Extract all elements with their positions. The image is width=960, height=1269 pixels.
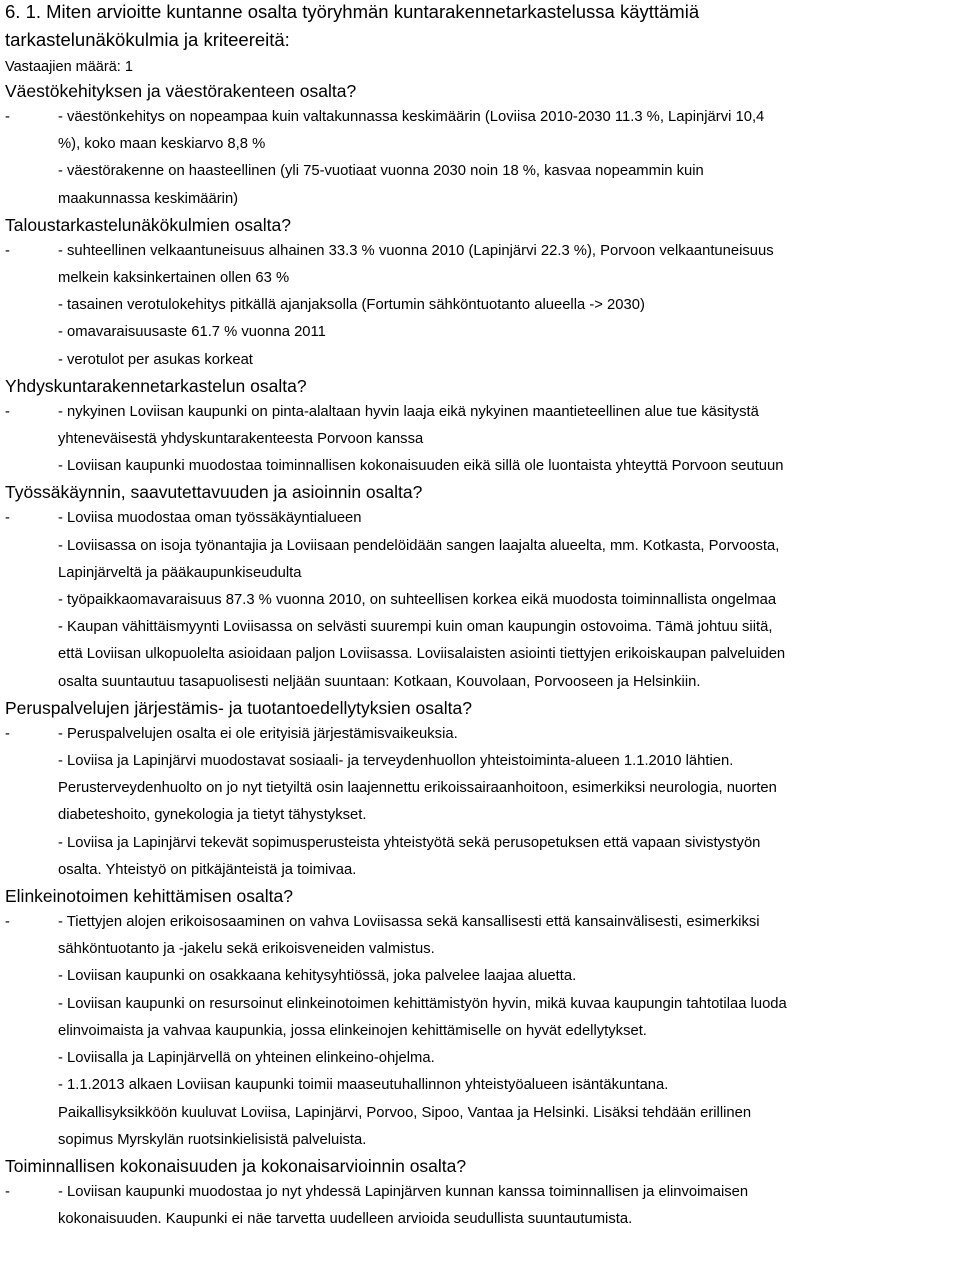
answer-dash: - [5, 109, 10, 125]
question-title [0, 0, 960, 54]
answer-line: - Peruspalvelujen osalta ei ole erityisiä järjestämisvaikeuksia. [58, 725, 458, 742]
criteria-section [0, 884, 960, 1154]
answer-line: - työpaikkaomavaraisuus 87.3 % vuonna 2010, on suhteellisen korkea eikä muodosta toiminnallista ongelmaa [58, 592, 777, 609]
answer-dash: - [5, 725, 10, 742]
answer-line: - väestörakenne on haasteellinen (yli 75-vuotiaat vuonna 2030 noin 18 %, kasvaa nopeammin kuin [58, 163, 704, 180]
answer-dash: - [5, 914, 10, 931]
answer-dash: - [5, 242, 10, 259]
answer-line: diabeteshoito, gynekologia ja tietyt tähystykset. [58, 807, 367, 824]
answer-dash: - [5, 403, 10, 420]
answer-dash: - [5, 1183, 10, 1200]
answer-line: - Kaupan vähittäismyynti Loviisassa on selvästi suurempi kuin oman kaupungin ostovoima. Tämä johtuu siitä, [58, 619, 773, 636]
answer-line: Lapinjärveltä ja pääkaupunkiseudulta [58, 564, 302, 581]
answer-line: - Loviisa muodostaa oman työssäkäyntialueen [58, 510, 362, 527]
answer-line: - väestönkehitys on nopeampaa kuin valtakunnassa keskimäärin (Loviisa 2010-2030 11.3 %, Lapinjärvi 10,4 [58, 109, 765, 125]
answer-line: - Loviisassa on isoja työnantajia ja Loviisaan pendelöidään sangen laajalta alueelta, mm. Kotkasta, Porvoosta, [58, 537, 780, 554]
section-heading: Elinkeinotoimen kehittämisen osalta? [5, 886, 293, 907]
answer-line: - Loviisan kaupunki on resursoinut elinkeinotoimen kehittämistyön hyvin, mikä kuvaa kaupungin tahtotilaa luoda [58, 995, 787, 1012]
section-heading: Työssäkäynnin, saavutettavuuden ja asioinnin osalta? [5, 482, 423, 503]
criteria-section [0, 79, 960, 213]
answer-line: kokonaisuuden. Kaupunki ei näe tarvetta uudelleen arvioida seudullista suuntautumista. [58, 1211, 633, 1228]
answer-line: Perusterveydenhuolto on jo nyt tietyiltä osin laajennettu erikoissairaanhoitoon, esimerkiksi neurologia, nuorten [58, 780, 777, 797]
answer-line: - nykyinen Loviisan kaupunki on pinta-alaltaan hyvin laaja eikä nykyinen maantieteellinen alue tue käsitystä [58, 403, 759, 420]
answer-line: - omavaraisuusaste 61.7 % vuonna 2011 [58, 324, 326, 341]
answer-text [0, 104, 960, 213]
answer-line: - suhteellinen velkaantuneisuus alhainen 33.3 % vuonna 2010 (Lapinjärvi 22.3 %), Porvoon velkaantuneisuus [58, 242, 774, 259]
criteria-section [0, 696, 960, 884]
answer-line: - Loviisa ja Lapinjärvi tekevät sopimusperusteista yhteistyötä sekä perusopetuksen että vapaan sivistystyön [58, 834, 761, 851]
answer-line: - Tiettyjen alojen erikoisosaaminen on vahva Loviisassa sekä kansallisesti että kansainvälisesti, esimerkiksi [58, 914, 760, 931]
answer-dash: - [5, 510, 10, 527]
respondent-count: Vastaajien määrä: 1 [5, 59, 133, 75]
answer-line: - Loviisa ja Lapinjärvi muodostavat sosiaali- ja terveydenhuollon yhteistoiminta-alueen 1.1.2010 lähtien. [58, 753, 734, 770]
answer-text [0, 399, 960, 481]
answer-line: - Loviisan kaupunki muodostaa jo nyt yhdessä Lapinjärven kunnan kanssa toiminnallisen ja elinvoimaisen [58, 1183, 749, 1200]
section-heading: Peruspalvelujen järjestämis- ja tuotantoedellytyksien osalta? [5, 697, 472, 718]
answer-line: Paikallisyksikköön kuuluvat Loviisa, Lapinjärvi, Porvoo, Sipoo, Vantaa ja Helsinki. Lisäksi tehdään erillinen [58, 1104, 752, 1121]
answer-line: - 1.1.2013 alkaen Loviisan kaupunki toimii maaseutuhallinnon yhteistyöalueen isäntäkuntana. [58, 1077, 669, 1094]
answer-line: maakunnassa keskimäärin) [58, 190, 239, 207]
answer-line: osalta. Yhteistyö on pitkäjänteistä ja toimivaa. [58, 861, 357, 878]
section-heading: Toiminnallisen kokonaisuuden ja kokonaisarvioinnin osalta? [5, 1155, 467, 1176]
criteria-section [0, 1154, 960, 1233]
criteria-section [0, 480, 960, 695]
answer-line: elinvoimaista ja vahvaa kaupunkia, jossa elinkeinojen kehittämiselle on hyvät edellytykset. [58, 1022, 647, 1039]
answer-line: %), koko maan keskiarvo 8,8 % [58, 136, 266, 153]
question-title-line: tarkastelunäkökulmia ja kriteereitä: [5, 29, 290, 50]
answer-text [0, 721, 960, 884]
answer-text [0, 1179, 960, 1233]
question-title-line: 6. 1. Miten arvioitte kuntanne osalta työryhmän kuntarakennetarkastelussa käyttämiä [5, 1, 700, 22]
section-heading: Taloustarkastelunäkökulmien osalta? [5, 214, 291, 235]
criteria-section [0, 374, 960, 481]
answer-text [0, 238, 960, 374]
answer-line: - Loviisalla ja Lapinjärvellä on yhteinen elinkeino-ohjelma. [58, 1050, 435, 1067]
answer-line: sähköntuotanto ja -jakelu sekä erikoisveneiden valmistus. [58, 941, 435, 958]
answer-line: - verotulot per asukas korkeat [58, 351, 253, 368]
answer-line: - Loviisan kaupunki muodostaa toiminnallisen kokonaisuuden eikä sillä ole luontaista yhteyttä Porvoon seutuun [58, 458, 784, 475]
section-heading: Yhdyskuntarakennetarkastelun osalta? [5, 375, 307, 396]
answer-line: että Loviisan ulkopuolelta asioidaan paljon Loviisassa. Loviisalaisten asiointi tiettyjen erikoiskaupan palveluiden [58, 646, 786, 663]
answer-line: osalta suuntautuu tasapuolisesti neljään suuntaan: Kotkaan, Kouvolaan, Porvooseen ja Helsinkiin. [58, 673, 701, 690]
answer-line: - tasainen verotulokehitys pitkällä ajanjaksolla (Fortumin sähköntuotanto alueella -> 2030) [58, 297, 645, 314]
answer-text [0, 909, 960, 1154]
section-heading: Väestökehityksen ja väestörakenteen osalta? [5, 81, 357, 101]
answer-line: sopimus Myrskylän ruotsinkielisistä palveluista. [58, 1131, 367, 1148]
criteria-section [0, 213, 960, 374]
answer-line: yhteneväisestä yhdyskuntarakenteesta Porvoon kanssa [58, 431, 424, 448]
answer-line: melkein kaksinkertainen ollen 63 % [58, 270, 290, 287]
answer-text [0, 505, 960, 695]
answer-line: - Loviisan kaupunki on osakkaana kehitysyhtiössä, joka palvelee laajaa aluetta. [58, 968, 577, 985]
